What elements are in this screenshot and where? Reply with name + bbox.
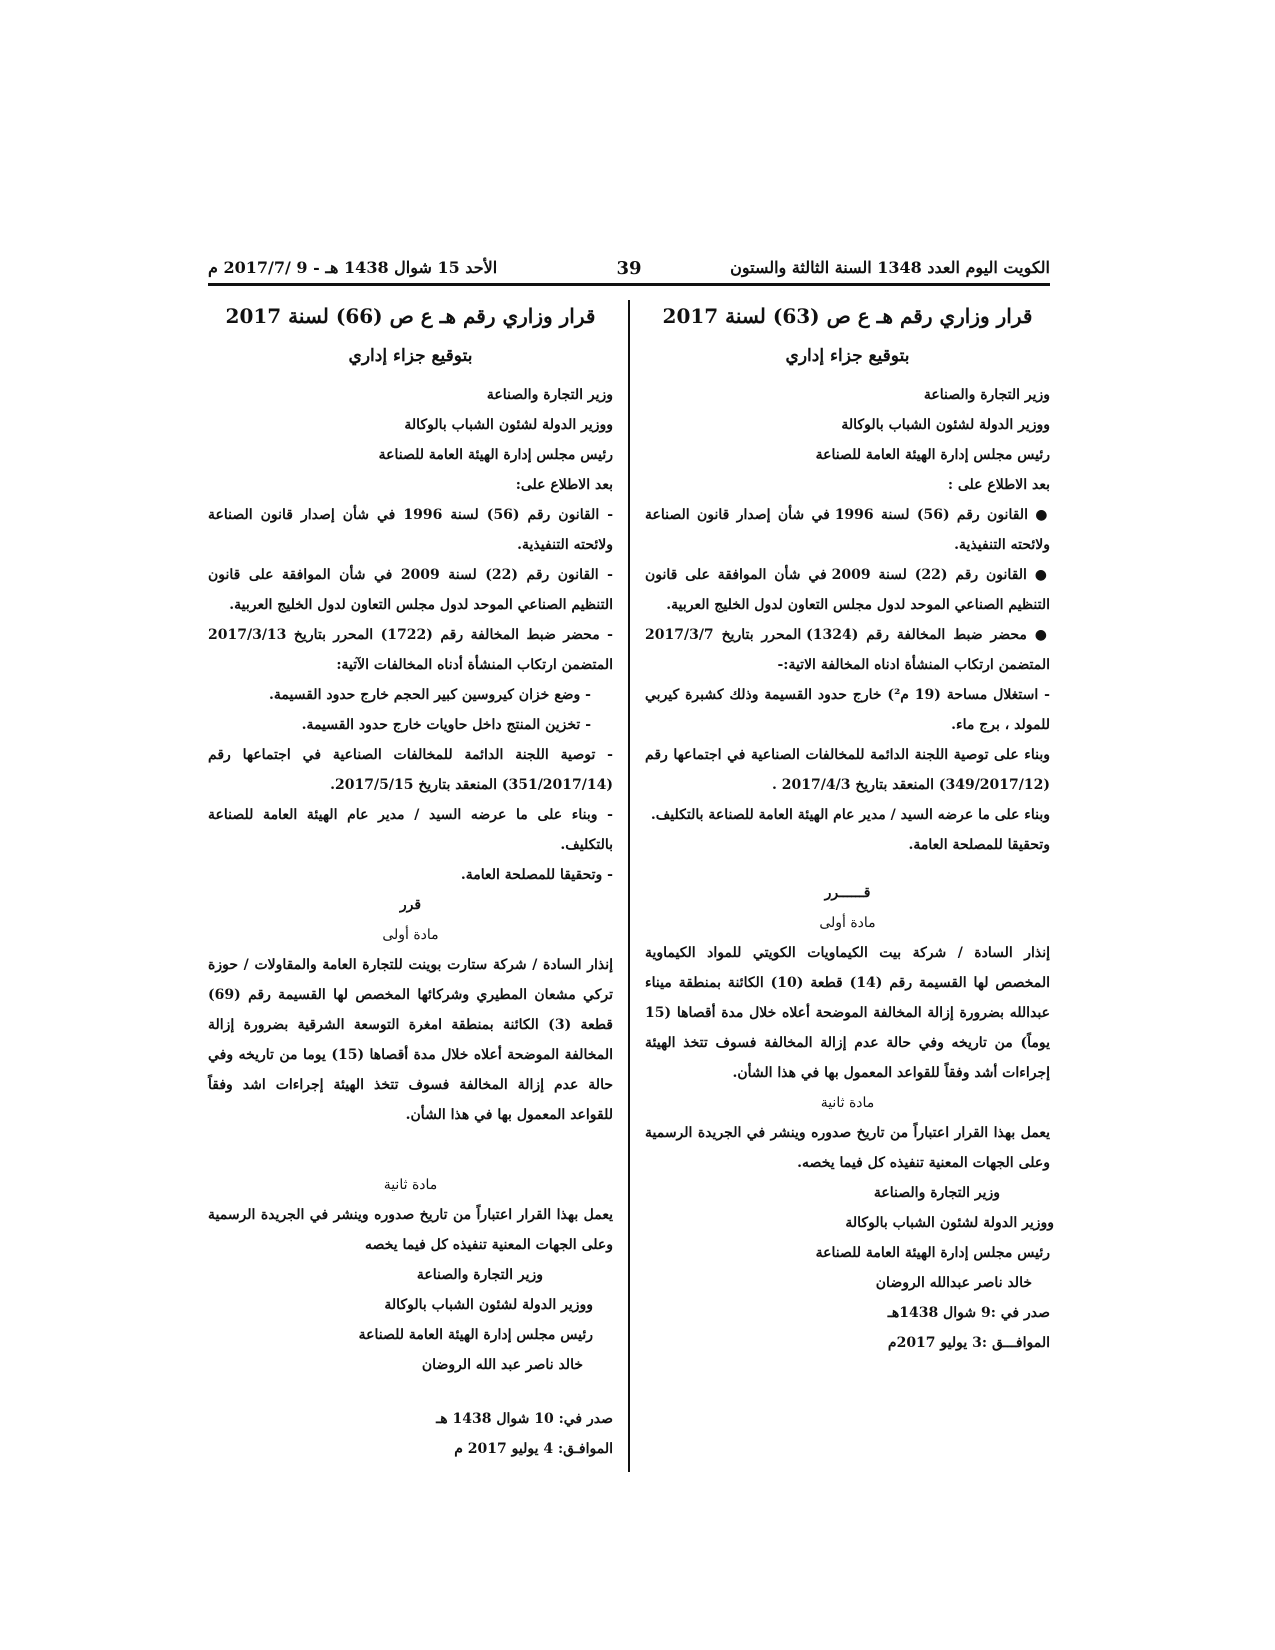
reference-item: - وتحقيقا للمصلحة العامة. — [460, 867, 613, 883]
decision-63-column — [645, 296, 1054, 1358]
authority-line: ووزير الدولة لشئون الشباب بالوكالة — [404, 417, 613, 433]
decision-subtitle: بتوقيع جزاء إداري — [348, 346, 473, 366]
article-text: يعمل بهذا القرار اعتباراً من تاريخ صدوره وينشر في الجريدة الرسمية وعلى الجهات المعنية تنفيذه كل فيما يخصه — [208, 1207, 613, 1253]
article-text: إنذار السادة / شركة بيت الكيماويات الكويتي للمواد الكيماوية المخصص لها القسيمة رقم (14) قطعة (10) الكائنة بمنطقة ميناء عبدالله بضرورة إزالة المخالفة الموضحة أعلاه خلال مدة أقصاها (15 يوماً) من تاريخه وفي حالة عدم إزالة المخالفة فسوف تتخذ الهيئة إجراءات أشد وفقاً للقواعد المعمول بها في هذا الشأن. — [645, 945, 1051, 1081]
signatory-name: خالد ناصر عبد الله الروضان — [421, 1357, 583, 1373]
reference-item: - محضر ضبط المخالفة رقم (1722) المحرر بتاريخ 2017/3/13 المتضمن ارتكاب المنشأة أدناه المخالفات الآتية: — [208, 627, 613, 673]
reference-item: وبناء على ما عرضه السيد / مدير عام الهيئة العامة للصناعة بالتكليف. — [650, 807, 1050, 823]
violation-item: - استغلال مساحة (19 م²) خارج حدود القسيمة وذلك كشبرة كيربي للمولد ، برج ماء. — [645, 687, 1050, 733]
article-heading: مادة ثانية — [820, 1095, 875, 1111]
signature-line: ووزير الدولة لشئون الشباب بالوكالة — [384, 1297, 593, 1313]
authority-line: ووزير الدولة لشئون الشباب بالوكالة — [841, 417, 1050, 433]
signature-line: رئيس مجلس إدارة الهيئة العامة للصناعة — [815, 1245, 1050, 1261]
reference-item: - توصية اللجنة الدائمة للمخالفات الصناعية في اجتماعها رقم (351/2017/14) المنعقد بتاريخ 2017/5/15. — [208, 747, 613, 793]
signature-line: وزير التجارة والصناعة — [873, 1185, 1000, 1201]
signature-line: وزير التجارة والصناعة — [416, 1267, 543, 1283]
reference-item: - وبناء على ما عرضه السيد / مدير عام الهيئة العامة للصناعة بالتكليف. — [208, 807, 613, 853]
signature-line: رئيس مجلس إدارة الهيئة العامة للصناعة — [358, 1327, 593, 1343]
reference-item: ● القانون رقم (56) لسنة 1996 في شأن إصدار قانون الصناعة ولائحته التنفيذية. — [645, 507, 1050, 553]
authority-line: وزير التجارة والصناعة — [486, 387, 613, 403]
preamble: بعد الاطلاع على: — [515, 477, 613, 493]
decided-heading: قرر — [399, 897, 422, 913]
signatory-name: خالد ناصر عبدالله الروضان — [875, 1275, 1032, 1291]
decided-heading: قــــــرر — [824, 885, 871, 901]
reference-item: وتحقيقا للمصلحة العامة. — [908, 837, 1050, 853]
corresponding-date: الموافـق: 4 يوليو 2017 م — [454, 1441, 613, 1457]
article-heading: مادة ثانية — [383, 1177, 438, 1193]
issue-info: الكويت اليوم العدد 1348 السنة الثالثة والستون — [730, 258, 1050, 277]
article-text: يعمل بهذا القرار اعتباراً من تاريخ صدوره وينشر في الجريدة الرسمية وعلى الجهات المعنية تنفيذه كل فيما يخصه. — [645, 1125, 1050, 1171]
authority-line: وزير التجارة والصناعة — [923, 387, 1050, 403]
reference-item: - القانون رقم (56) لسنة 1996 في شأن إصدار قانون الصناعة ولائحته التنفيذية. — [208, 507, 613, 553]
decision-title: قرار وزاري رقم هـ ع ص (66) لسنة 2017 — [225, 304, 596, 328]
decision-66-column — [208, 296, 613, 1464]
violation-item: - وضع خزان كيروسين كبير الحجم خارج حدود القسيمة. — [269, 687, 591, 703]
article-heading: مادة أولى — [382, 927, 439, 943]
page-number: 39 — [616, 258, 642, 279]
reference-item: - القانون رقم (22) لسنة 2009 في شأن الموافقة على قانون التنظيم الصناعي الموحد لدول مجلس التعاون لدول الخليج العربية. — [208, 567, 613, 613]
article-heading: مادة أولى — [819, 915, 876, 931]
article-text: إنذار السادة / شركة ستارت بوينت للتجارة العامة والمقاولات / حوزة تركي مشعان المطيري وشركائها المخصص لها القسيمة رقم (69) قطعة (3) الكائنة بمنطقة امغرة التوسعة الشرقية بضرورة إزالة المخالفة الموضحة أعلاه خلال مدة أقصاها (15) يوما من تاريخه وفي حالة عدم إزالة المخالفة فسوف تتخذ الهيئة إجراءات اشد وفقاً للقواعد المعمول بها في هذا الشأن. — [208, 957, 613, 1123]
corresponding-date: الموافـــق :3 يوليو 2017م — [887, 1335, 1050, 1351]
signature-line: ووزير الدولة لشئون الشباب بالوكالة — [845, 1215, 1054, 1231]
decision-subtitle: بتوقيع جزاء إداري — [785, 346, 910, 366]
issue-date: الأحد 15 شوال 1438 هـ - 9 /2017/7 م — [208, 258, 498, 277]
decision-title: قرار وزاري رقم هـ ع ص (63) لسنة 2017 — [662, 304, 1033, 328]
spacer — [208, 1380, 613, 1404]
column-divider — [628, 300, 630, 1472]
violation-item: - تخزين المنتج داخل حاويات خارج حدود القسيمة. — [301, 717, 591, 733]
page-header — [208, 258, 1050, 284]
reference-item: وبناء على توصية اللجنة الدائمة للمخالفات الصناعية في اجتماعها رقم (349/2017/12) المنعقد بتاريخ 2017/4/3 . — [645, 747, 1050, 793]
preamble: بعد الاطلاع على : — [947, 477, 1050, 493]
header-rule — [208, 283, 1050, 286]
issued-date: صدر في :9 شوال 1438هـ — [887, 1305, 1050, 1321]
authority-line: رئيس مجلس إدارة الهيئة العامة للصناعة — [815, 447, 1050, 463]
reference-item: ● محضر ضبط المخالفة رقم (1324) المحرر بتاريخ 2017/3/7 المتضمن ارتكاب المنشأة ادناه المخالفة الاتية:- — [645, 627, 1050, 673]
issued-date: صدر في: 10 شوال 1438 هـ — [436, 1411, 613, 1427]
spacer — [645, 860, 1050, 878]
authority-line: رئيس مجلس إدارة الهيئة العامة للصناعة — [378, 447, 613, 463]
spacer — [208, 1130, 613, 1170]
reference-item: ● القانون رقم (22) لسنة 2009 في شأن الموافقة على قانون التنظيم الصناعي الموحد لدول مجلس التعاون لدول الخليج العربية. — [645, 567, 1050, 613]
